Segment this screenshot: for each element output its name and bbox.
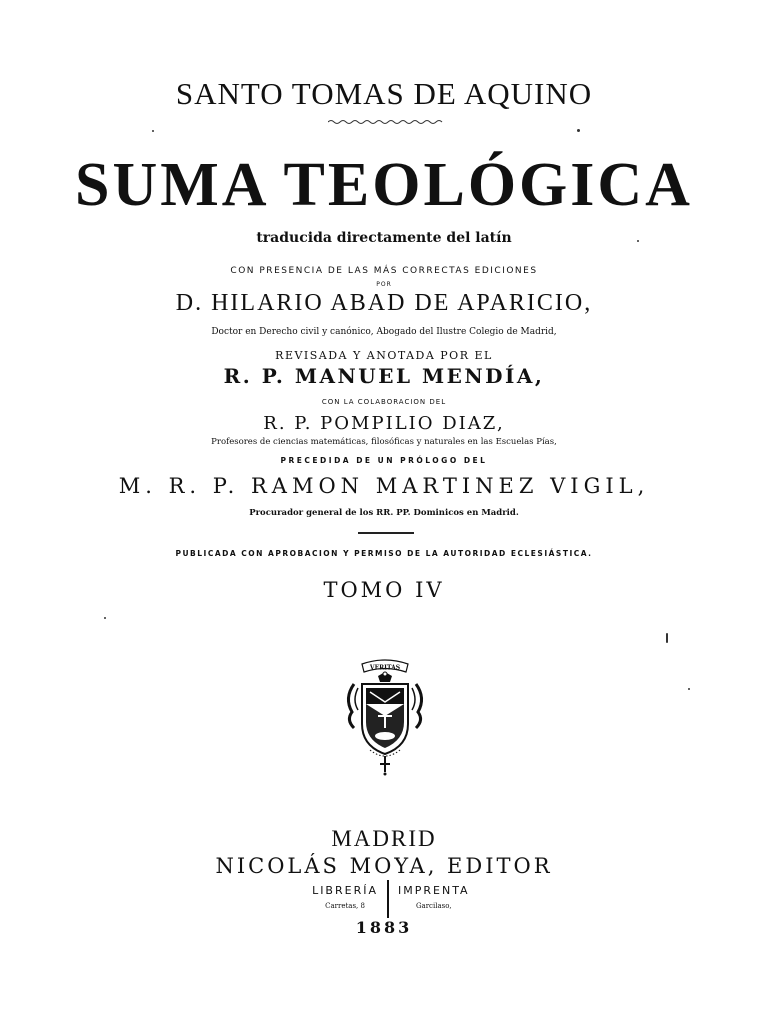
volume-number: TOMO IV	[323, 578, 445, 602]
scan-speck	[152, 130, 154, 132]
dominican-emblem-icon	[340, 654, 430, 776]
press-label: IMPRENTA	[398, 884, 470, 897]
by-label: POR	[376, 281, 392, 288]
bookshop-label: LIBRERÍA	[312, 884, 378, 897]
translator-credentials: Doctor en Derecho civil y canónico, Abogado del Ilustre Colegio de Madrid,	[211, 327, 557, 337]
scan-speck	[104, 617, 106, 619]
collaborator-name: R. P. POMPILIO DIAZ,	[263, 413, 505, 434]
wavy-ornament	[328, 118, 444, 126]
scan-speck	[666, 633, 668, 643]
prologuist-credentials: Procurador general de los RR. PP. Dominicos en Madrid.	[249, 508, 519, 518]
imprint-separator	[387, 880, 389, 918]
imprint-publisher: NICOLÁS MOYA, EDITOR	[215, 854, 553, 878]
prologuist-name: M. R. P. RAMON MARTINEZ VIGIL,	[118, 474, 650, 498]
scan-speck	[637, 240, 639, 242]
press-block	[398, 884, 470, 910]
translated-note: traducida directamente del latín	[256, 230, 512, 246]
collaboration-label: CON LA COLABORACION DEL	[321, 398, 447, 406]
presence-note: CON PRESENCIA DE LAS MÁS CORRECTAS EDICIONES	[230, 266, 538, 276]
press-address: Garcilaso,	[415, 902, 452, 910]
scan-speck	[688, 688, 690, 690]
translator-name: D. HILARIO ABAD DE APARICIO,	[175, 290, 593, 316]
bookshop-address: Carretas, 8	[325, 902, 365, 910]
reviser-name: R. P. MANUEL MENDÍA,	[223, 364, 545, 388]
bookshop-block	[312, 884, 378, 910]
approval-note: PUBLICADA CON APROBACION Y PERMISO DE LA AUTORIDAD ECLESIÁSTICA.	[175, 549, 593, 558]
book-title: SUMA TEOLÓGICA	[75, 151, 693, 219]
preceded-by-label: PRECEDIDA DE UN PRÓLOGO DEL	[280, 456, 488, 465]
collaborator-credentials: Profesores de ciencias matemáticas, filosóficas y naturales en las Escuelas Pías,	[211, 437, 557, 447]
imprint-year: 1883	[355, 918, 413, 937]
author: SANTO TOMAS DE AQUINO	[175, 76, 593, 111]
emblem-motto: VERITAS	[369, 664, 401, 672]
scan-speck	[577, 129, 580, 132]
imprint-city: MADRID	[331, 826, 437, 851]
revised-by-label: REVISADA Y ANOTADA POR EL	[275, 349, 493, 362]
divider-rule	[358, 532, 414, 534]
